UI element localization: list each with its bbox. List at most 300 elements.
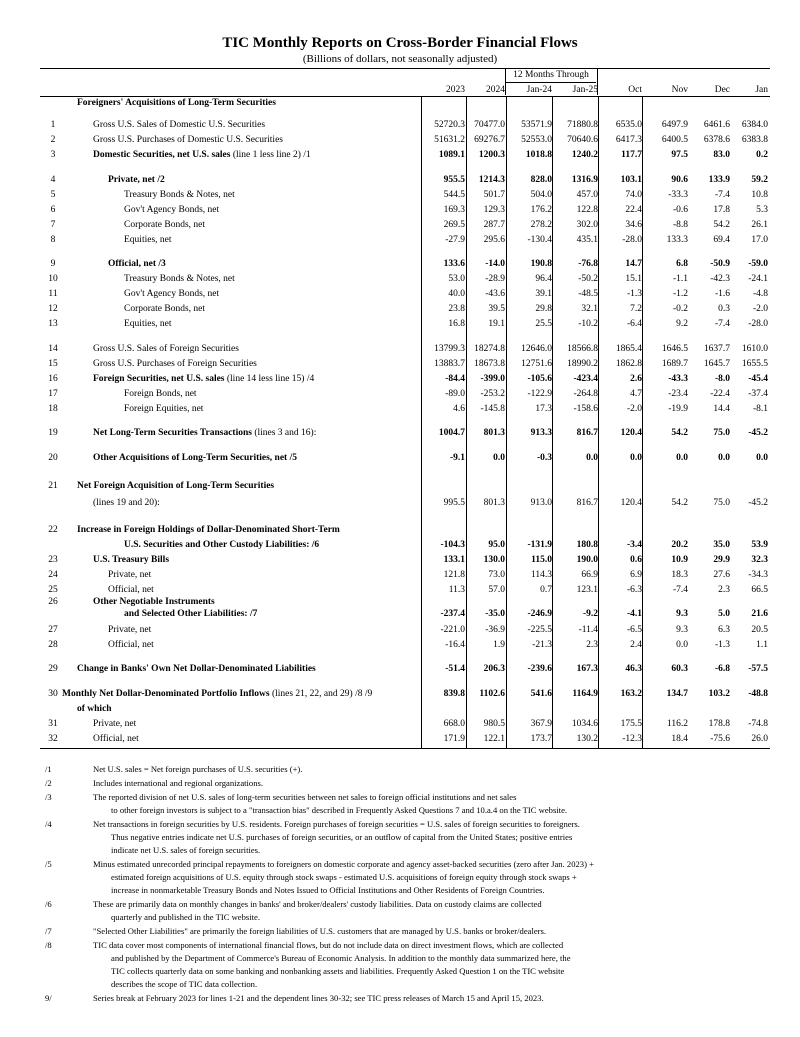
cell-jan: -74.8 [748, 719, 768, 729]
row-label [124, 273, 235, 285]
cell-oct: 0.0 [630, 453, 642, 463]
cell-jan-24: 53571.9 [521, 120, 552, 130]
table-row [0, 584, 800, 596]
cell-jan: -4.8 [752, 289, 768, 299]
line-number: 19 [48, 428, 58, 438]
cell-nov: -0.6 [672, 205, 688, 215]
cell-nov: -23.4 [668, 389, 688, 399]
cell-jan: -24.1 [748, 274, 768, 284]
cell-jan-24: -239.6 [527, 664, 552, 674]
line-number: 31 [48, 719, 58, 729]
cell-nov: 6497.9 [661, 120, 688, 130]
cell-dec: 17.8 [713, 205, 730, 215]
cell-jan-24: -0.3 [536, 453, 552, 463]
line-number: 32 [48, 734, 58, 744]
row-label-text: Foreign Securities, net U.S. sales [93, 374, 225, 384]
cell-jan-24: 504.0 [530, 190, 552, 200]
cell-jan-25: 302.0 [576, 220, 598, 230]
line-number: 3 [50, 150, 56, 160]
cell-oct: 120.4 [620, 498, 642, 508]
cell-jan: -57.5 [748, 664, 768, 674]
cell-jan-25: 122.8 [576, 205, 598, 215]
row-label-text: Gross U.S. Sales of Foreign Securities [93, 344, 239, 354]
cell-dec: -8.0 [714, 374, 730, 384]
row-label-text: Private, net [93, 719, 137, 729]
cell-oct: 4.7 [630, 389, 642, 399]
cell-2023: -104.3 [440, 540, 465, 550]
row-label-text: Corporate Bonds, net [124, 220, 206, 230]
cell-2023: 121.8 [443, 570, 465, 580]
line-number: 6 [50, 205, 56, 215]
row-label-text: Increase in Foreign Holdings of Dollar-Denominated Short-Term [77, 525, 340, 535]
cell-oct: 2.6 [630, 374, 642, 384]
cell-jan-24: 12751.6 [521, 359, 552, 369]
row-label-text: Private, net /2 [108, 175, 165, 185]
row-label [108, 624, 151, 636]
cell-jan-25: 130.2 [576, 734, 598, 744]
cell-jan-25: 0.0 [586, 453, 598, 463]
cell-jan-25: 1316.9 [571, 175, 598, 185]
footnote [45, 858, 765, 897]
row-label [124, 204, 219, 216]
cell-2023: -27.9 [445, 235, 465, 245]
row-label [108, 569, 151, 581]
row-label [62, 688, 372, 700]
cell-2023: 839.8 [443, 689, 465, 699]
cell-2023: 668.0 [443, 719, 465, 729]
cell-oct: 117.7 [621, 150, 642, 160]
cell-2023: 40.0 [448, 289, 465, 299]
cell-dec: 1637.7 [703, 344, 730, 354]
cell-jan-24: 828.0 [530, 175, 552, 185]
table-row [0, 624, 800, 636]
table-row [0, 273, 800, 285]
cell-nov: -0.2 [672, 304, 688, 314]
cell-nov: 20.2 [671, 540, 688, 550]
row-label-text: Equities, net [124, 235, 172, 245]
cell-jan: -45.4 [748, 374, 768, 384]
cell-oct: 22.4 [625, 205, 642, 215]
line-number: 1 [50, 120, 56, 130]
cell-2024: 1.9 [493, 640, 505, 650]
cell-2024: -28.9 [485, 274, 505, 284]
cell-jan: 20.5 [751, 625, 768, 635]
row-label-text: Private, net [108, 625, 152, 635]
cell-jan-24: 25.5 [535, 319, 552, 329]
row-label [93, 596, 215, 608]
cell-dec: 27.6 [713, 570, 730, 580]
line-number: 24 [48, 570, 58, 580]
cell-jan-24: 52553.0 [521, 135, 552, 145]
cell-2023: 955.5 [443, 175, 465, 185]
group-header-rule [506, 82, 596, 83]
cell-jan-24: 367.9 [530, 719, 552, 729]
table-row [0, 204, 800, 216]
cell-jan: 32.3 [751, 555, 768, 565]
row-label-text: Gov't Agency Bonds, net [124, 205, 220, 215]
cell-jan-24: 17.3 [535, 404, 552, 414]
cell-jan-25: -264.8 [573, 389, 598, 399]
row-label [77, 480, 274, 492]
cell-nov: 133.3 [666, 235, 688, 245]
cell-oct: 6417.3 [615, 135, 642, 145]
cell-nov: 1689.7 [661, 359, 688, 369]
cell-nov: -1.2 [672, 289, 688, 299]
table-row [0, 427, 800, 439]
section-title: Foreigners' Acquisitions of Long-Term Securities [77, 98, 276, 108]
cell-jan: 0.0 [756, 453, 768, 463]
table-row [0, 189, 800, 201]
table-row [0, 174, 800, 186]
row-label-text: Monthly Net Dollar-Denominated Portfolio Inflows [62, 689, 270, 699]
row-label-text: Foreign Bonds, net [124, 389, 197, 399]
cell-2023: -16.4 [445, 640, 465, 650]
table-row [0, 234, 800, 246]
row-label [77, 524, 340, 536]
cell-oct: -4.1 [626, 609, 642, 619]
cell-dec: 83.0 [713, 150, 730, 160]
cell-jan: 1.1 [756, 640, 768, 650]
cell-oct: 6535.0 [615, 120, 642, 130]
cell-nov: 54.2 [671, 498, 688, 508]
cell-jan-25: 1034.6 [571, 719, 598, 729]
cell-jan-24: 913.3 [530, 428, 552, 438]
cell-jan-25: 70640.6 [567, 135, 598, 145]
line-number: 18 [48, 404, 58, 414]
cell-dec: -22.4 [710, 389, 730, 399]
cell-2023: 13883.7 [434, 359, 465, 369]
table-row [0, 539, 800, 551]
cell-jan-25: 816.7 [576, 498, 598, 508]
cell-2023: 1004.7 [438, 428, 465, 438]
row-label-text: Gross U.S. Sales of Domestic U.S. Securities [93, 120, 266, 130]
cell-2024: -14.0 [485, 259, 505, 269]
cell-oct: 1865.4 [615, 344, 642, 354]
cell-2024: -43.6 [485, 289, 505, 299]
line-number: 20 [48, 453, 58, 463]
row-label [93, 134, 283, 146]
row-label-text: Other Negotiable Instruments [93, 597, 215, 607]
cell-dec: 29.9 [713, 555, 730, 565]
cell-oct: -1.3 [626, 289, 642, 299]
cell-jan-25: 32.1 [581, 304, 598, 314]
row-label-text: (lines 19 and 20): [93, 498, 160, 508]
row-label-suffix: (line 14 less line 15) /4 [224, 374, 315, 384]
report-title: TIC Monthly Reports on Cross-Border Financial Flows [222, 35, 578, 51]
table-row [0, 608, 800, 620]
line-number: 13 [48, 319, 58, 329]
cell-2024: 206.3 [483, 664, 505, 674]
row-label [124, 303, 205, 315]
row-label-text: Official, net [93, 734, 139, 744]
row-label [124, 403, 203, 415]
footnote-text: quarterly and published in the TIC website. [111, 912, 261, 922]
cell-jan-24: 278.2 [530, 220, 552, 230]
footnote [45, 763, 765, 776]
cell-oct: 15.1 [625, 274, 642, 284]
cell-2024: 1102.6 [479, 689, 505, 699]
table-row [0, 149, 800, 161]
cell-nov: 18.4 [671, 734, 688, 744]
row-label-text: Gov't Agency Bonds, net [124, 289, 220, 299]
row-label [93, 733, 139, 745]
cell-oct: -2.0 [626, 404, 642, 414]
line-number: 30 [48, 689, 58, 699]
cell-2024: 18673.8 [474, 359, 505, 369]
cell-2024: 801.3 [483, 498, 505, 508]
cell-2024: 295.6 [483, 235, 505, 245]
cell-dec: 35.0 [713, 540, 730, 550]
header-top-rule [40, 68, 770, 69]
row-label [108, 639, 154, 651]
cell-2024: 73.0 [488, 570, 505, 580]
column-header-jan: Jan [755, 85, 768, 95]
cell-jan-25: 1164.9 [572, 689, 598, 699]
row-label-text: U.S. Treasury Bills [93, 555, 170, 565]
cell-jan-25: 2.3 [586, 640, 598, 650]
cell-oct: 120.4 [620, 428, 642, 438]
cell-jan: 26.0 [751, 734, 768, 744]
report-subtitle: (Billions of dollars, not seasonally adjusted) [302, 53, 498, 65]
line-number: 16 [48, 374, 58, 384]
footnote-marker: /5 [45, 859, 52, 869]
cell-jan: 26.1 [751, 220, 768, 230]
header-bottom-rule [40, 96, 770, 97]
cell-jan: 0.2 [756, 150, 768, 160]
cell-jan-25: 167.3 [576, 664, 598, 674]
cell-2023: 51631.2 [434, 135, 465, 145]
cell-2024: -253.2 [480, 389, 505, 399]
cell-jan-24: 176.2 [530, 205, 552, 215]
cell-dec: 178.8 [708, 719, 730, 729]
table-row [0, 343, 800, 355]
footnote-text: Minus estimated unrecorded principal repayments to foreigners on domestic corporate and agency asset-backed securities (zero after Jan. 2023) + [93, 859, 594, 869]
row-label [93, 554, 169, 566]
cell-oct: 1862.8 [615, 359, 642, 369]
cell-2023: 16.8 [448, 319, 465, 329]
table-row [0, 480, 800, 492]
line-number: 21 [48, 481, 58, 491]
cell-2024: 122.1 [483, 734, 505, 744]
cell-nov: 0.0 [676, 640, 688, 650]
footnote-text: and published by the Department of Commerce's Bureau of Economic Analysis. In addition to the monthly data summarized here, the [111, 953, 571, 963]
row-label [124, 318, 172, 330]
row-label [93, 452, 297, 464]
cell-2024: 1200.3 [478, 150, 505, 160]
row-label-text: Net Foreign Acquisition of Long-Term Securities [77, 481, 275, 491]
footnote-marker: /7 [45, 926, 52, 936]
cell-jan-25: -9.2 [582, 609, 598, 619]
cell-2023: 53.0 [448, 274, 465, 284]
footnote [45, 818, 765, 857]
cell-2023: 133.1 [443, 555, 465, 565]
cell-jan: 1655.5 [741, 359, 768, 369]
table-row [0, 119, 800, 131]
column-divider [598, 96, 599, 748]
line-number: 27 [48, 625, 58, 635]
line-number: 10 [48, 274, 58, 284]
cell-jan-24: -105.6 [527, 374, 552, 384]
table-row [0, 524, 800, 536]
table-row [0, 303, 800, 315]
column-header-2024: 2024 [486, 85, 505, 95]
cell-nov: 9.3 [676, 625, 688, 635]
row-label [124, 234, 172, 246]
footnote-text: indicate net U.S. sales of foreign securities. [111, 845, 261, 855]
footnote [45, 992, 765, 1005]
cell-dec: 6461.6 [703, 120, 730, 130]
cell-jan-24: 39.1 [535, 289, 552, 299]
cell-jan-25: -50.2 [578, 274, 598, 284]
cell-oct: -6.3 [626, 585, 642, 595]
cell-2024: 980.5 [483, 719, 505, 729]
row-label [108, 258, 166, 270]
cell-2024: -35.0 [485, 609, 505, 619]
line-number: 14 [48, 344, 58, 354]
cell-nov: 6.8 [676, 259, 688, 269]
cell-dec: -50.9 [710, 259, 730, 269]
cell-nov: 90.6 [671, 175, 688, 185]
cell-dec: 75.0 [713, 498, 730, 508]
cell-2023: 544.5 [443, 190, 465, 200]
footnote-text: Net U.S. sales = Net foreign purchases of U.S. securities (+). [93, 764, 303, 774]
cell-jan: -45.2 [748, 498, 768, 508]
cell-oct: 103.1 [620, 175, 642, 185]
row-label [77, 663, 316, 675]
row-label [93, 149, 311, 161]
cell-jan-24: 913.0 [530, 498, 552, 508]
cell-nov: 116.2 [666, 719, 688, 729]
cell-jan: 17.0 [751, 235, 768, 245]
row-label-text: and Selected Other Liabilities: /7 [124, 609, 258, 619]
cell-2023: 995.5 [443, 498, 465, 508]
row-label-text: Treasury Bonds & Notes, net [124, 274, 235, 284]
cell-jan-24: 12646.0 [521, 344, 552, 354]
cell-jan-24: -131.9 [527, 540, 552, 550]
table-row [0, 497, 800, 509]
cell-dec: 69.4 [713, 235, 730, 245]
cell-2024: 0.0 [493, 453, 505, 463]
line-number: 17 [48, 389, 58, 399]
cell-2023: 23.8 [448, 304, 465, 314]
cell-2024: -145.8 [480, 404, 505, 414]
cell-jan-24: -122.9 [527, 389, 552, 399]
table-row [0, 688, 800, 700]
footnote-text: Thus negative entries indicate net U.S. purchases of foreign securities, or an outflow of capital from the United States; positive entries [111, 832, 573, 842]
table-row [0, 134, 800, 146]
cell-jan-25: -48.5 [578, 289, 598, 299]
cell-jan-25: -423.4 [573, 374, 598, 384]
footnote-marker: /2 [45, 778, 52, 788]
cell-2023: -51.4 [445, 664, 465, 674]
cell-jan: 5.3 [756, 205, 768, 215]
footnote-text: The reported division of net U.S. sales of long-term securities between net sales to foreign official institutions and net sales [93, 792, 517, 802]
cell-2024: 70477.0 [474, 120, 505, 130]
row-label-text: Other Acquisitions of Long-Term Securities, net /5 [93, 453, 297, 463]
group-left-rule [505, 69, 506, 95]
cell-2024: 129.3 [483, 205, 505, 215]
cell-nov: 60.3 [671, 664, 688, 674]
cell-jan: -8.1 [752, 404, 768, 414]
cell-2024: 57.0 [488, 585, 505, 595]
footnote-marker: /6 [45, 899, 52, 909]
cell-jan: -28.0 [748, 319, 768, 329]
table-row [0, 452, 800, 464]
cell-jan: 1610.0 [741, 344, 768, 354]
cell-oct: 0.6 [630, 555, 642, 565]
footnote [45, 791, 765, 817]
cell-2023: -89.0 [445, 389, 465, 399]
column-header-jan-25: Jan-25 [572, 85, 598, 95]
cell-dec: 14.4 [713, 404, 730, 414]
table-row [0, 318, 800, 330]
cell-2024: 1214.3 [478, 175, 505, 185]
cell-jan-25: 18990.2 [567, 359, 598, 369]
footnote-text: describes the scope of TIC data collection. [111, 979, 258, 989]
cell-2024: 18274.8 [474, 344, 505, 354]
cell-2024: 801.3 [483, 428, 505, 438]
cell-jan: 6384.0 [741, 120, 768, 130]
row-label-text: Official, net [108, 640, 154, 650]
table-row [0, 403, 800, 415]
column-header-jan-24: Jan-24 [526, 85, 552, 95]
cell-jan: 53.9 [751, 540, 768, 550]
cell-oct: 163.2 [620, 689, 642, 699]
table-row [0, 703, 800, 715]
row-label-text: Gross U.S. Purchases of Domestic U.S. Securities [93, 135, 283, 145]
table-row [0, 258, 800, 270]
line-number: 22 [48, 525, 58, 535]
row-label [93, 119, 265, 131]
row-label-text: U.S. Securities and Other Custody Liabilities: /6 [124, 540, 320, 550]
row-label-text: Change in Banks' Own Net Dollar-Denominated Liabilities [77, 664, 316, 674]
cell-dec: 0.3 [718, 304, 730, 314]
cell-2023: 11.3 [448, 585, 465, 595]
cell-jan-24: 115.0 [531, 555, 552, 565]
table-row [0, 288, 800, 300]
cell-jan-24: 173.7 [530, 734, 552, 744]
footnote-text: TIC collects quarterly data on some banking and nonbanking assets and liabilities. Frequently Asked Question 1 on the TIC website [111, 966, 565, 976]
cell-nov: 54.2 [671, 428, 688, 438]
cell-jan: -45.2 [748, 428, 768, 438]
row-label-text: Net Long-Term Securities Transactions [93, 428, 252, 438]
footnote [45, 898, 765, 924]
row-label-text: Treasury Bonds & Notes, net [124, 190, 235, 200]
row-label [124, 539, 319, 551]
row-label-text: of which [77, 704, 112, 714]
cell-2023: 171.9 [443, 734, 465, 744]
cell-jan-25: 123.1 [576, 585, 598, 595]
cell-jan: 21.6 [751, 609, 768, 619]
cell-nov: -19.9 [668, 404, 688, 414]
cell-2024: 130.0 [483, 555, 505, 565]
cell-jan-24: 1018.8 [525, 150, 552, 160]
row-label [77, 703, 112, 715]
column-header-nov: Nov [671, 85, 688, 95]
row-label [93, 427, 316, 439]
cell-2023: 133.6 [443, 259, 465, 269]
footnote-marker: 9/ [45, 993, 52, 1003]
cell-jan-24: -130.4 [527, 235, 552, 245]
cell-jan-25: -10.2 [578, 319, 598, 329]
cell-dec: -1.6 [714, 289, 730, 299]
footnote-marker: /4 [45, 819, 52, 829]
cell-2024: -36.9 [485, 625, 505, 635]
cell-nov: -33.3 [668, 190, 688, 200]
cell-2024: 69276.7 [474, 135, 505, 145]
cell-dec: -75.6 [710, 734, 730, 744]
cell-jan: -48.8 [748, 689, 768, 699]
